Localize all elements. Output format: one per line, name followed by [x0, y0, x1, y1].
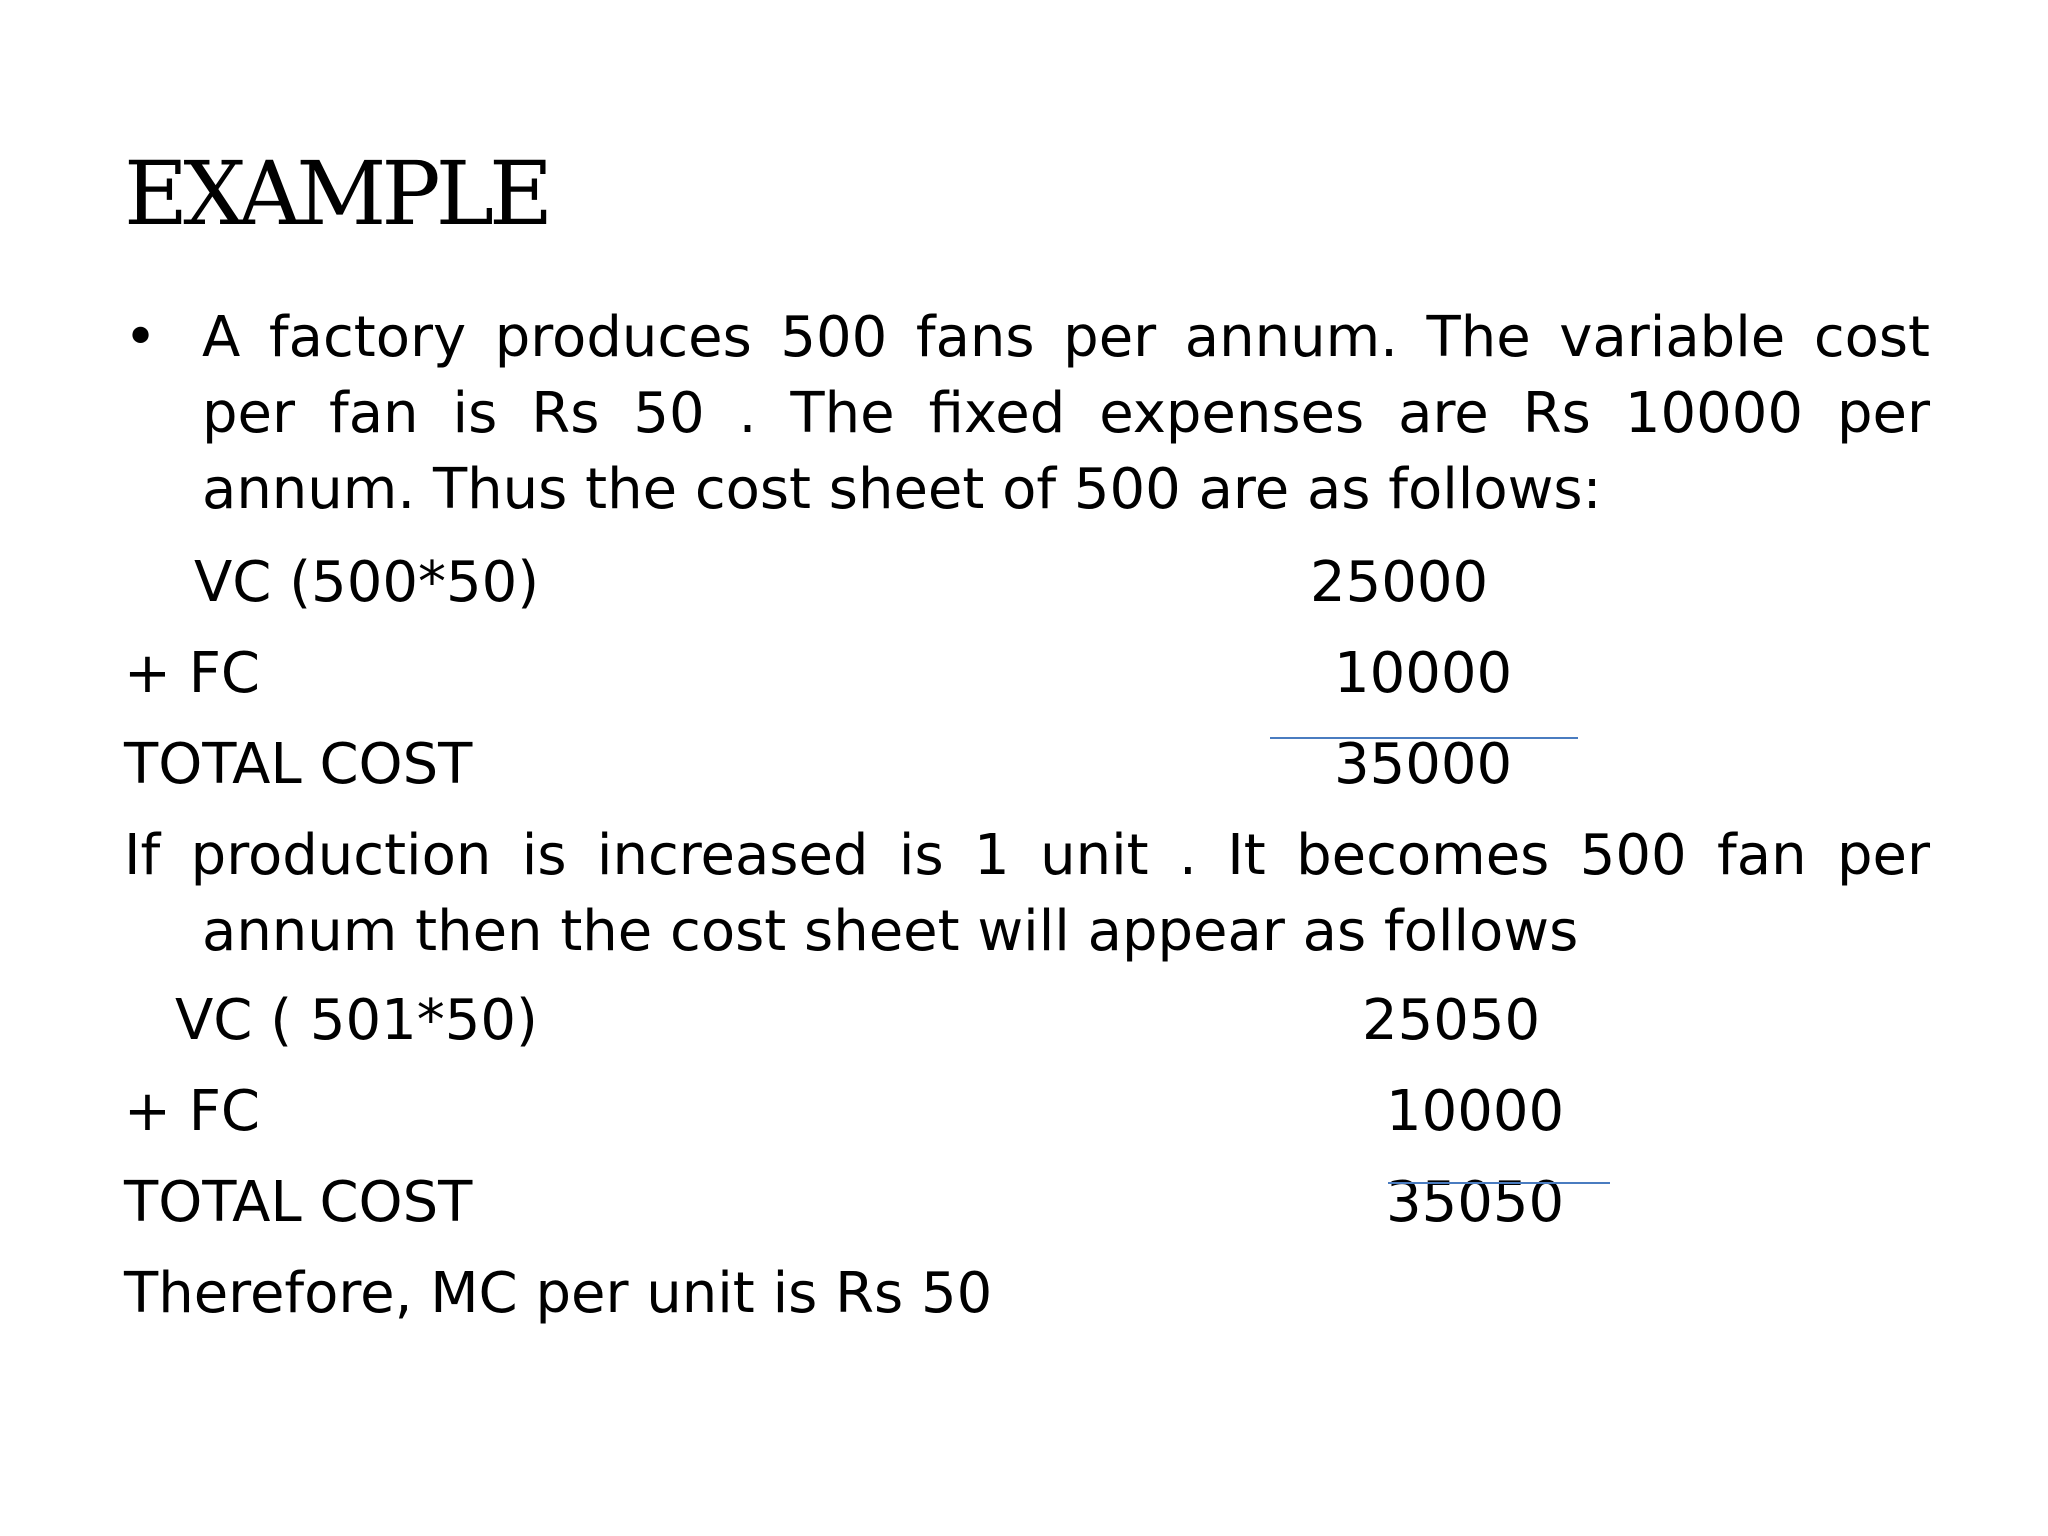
sheet1-fc-value: 10000 [1334, 641, 1513, 706]
sheet2-vc-label: VC ( 501*50) [175, 988, 538, 1053]
sheet2-total-label: TOTAL COST [124, 1170, 473, 1235]
intro-paragraph: A factory produces 500 fans per annum. The variable cost per fan is Rs 50 . The fixed expenses are Rs 10000 per annum. Thus the cost sheet of 500 are as follows: [202, 305, 1930, 522]
transition-line-2: annum then the cost sheet will appear as follows [202, 899, 1579, 964]
slide-title: EXAMPLE [124, 142, 549, 245]
sheet1-vc-label: VC (500*50) [194, 550, 540, 615]
transition-line-1: If production is increased is 1 unit . It becomes 500 fan per [124, 823, 1930, 888]
conclusion-text: Therefore, MC per unit is Rs 50 [124, 1261, 993, 1326]
sheet1-vc-value: 25000 [1310, 550, 1489, 615]
sheet2-vc-value: 25050 [1362, 988, 1541, 1053]
bullet-marker: • [124, 305, 158, 370]
sheet1-total-label: TOTAL COST [124, 732, 473, 797]
sheet2-total-value: 35050 [1386, 1170, 1565, 1235]
sheet2-fc-label: + FC [124, 1079, 261, 1144]
sheet2-sum-rule [1388, 1182, 1610, 1184]
sheet1-fc-label: + FC [124, 641, 261, 706]
sheet1-total-value: 35000 [1334, 732, 1513, 797]
sheet2-fc-value: 10000 [1386, 1079, 1565, 1144]
